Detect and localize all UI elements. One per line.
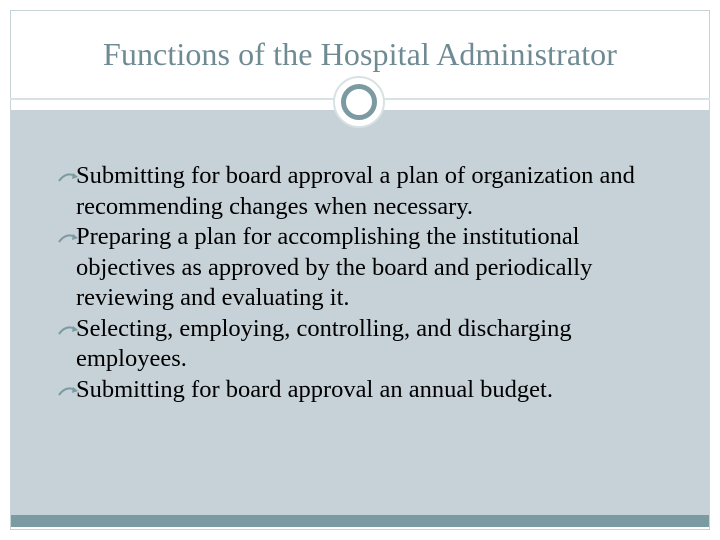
bullet-item — [44, 222, 644, 314]
slide-title: Functions of the Hospital Administrator — [102, 36, 618, 72]
bullet-list — [44, 161, 644, 405]
swoosh-arrow-icon — [58, 324, 80, 336]
bullet-text: Selecting, employing, controlling, and discharging employees. — [76, 314, 572, 372]
bullet-text: Submitting for board approval a plan of organization and recommending changes when necessary. — [76, 162, 635, 220]
ring-icon — [341, 84, 377, 120]
circle-emblem-icon — [333, 76, 385, 128]
bullet-item — [44, 161, 644, 222]
swoosh-arrow-icon — [58, 171, 80, 183]
swoosh-arrow-icon — [58, 385, 80, 397]
bullet-text: Submitting for board approval an annual budget. — [76, 375, 553, 403]
bullet-item — [44, 314, 644, 375]
bullet-item — [44, 375, 644, 406]
bullet-text: Preparing a plan for accomplishing the institutional objectives as approved by the board and periodically reviewing and evaluating it. — [76, 223, 593, 311]
swoosh-arrow-icon — [58, 232, 80, 244]
